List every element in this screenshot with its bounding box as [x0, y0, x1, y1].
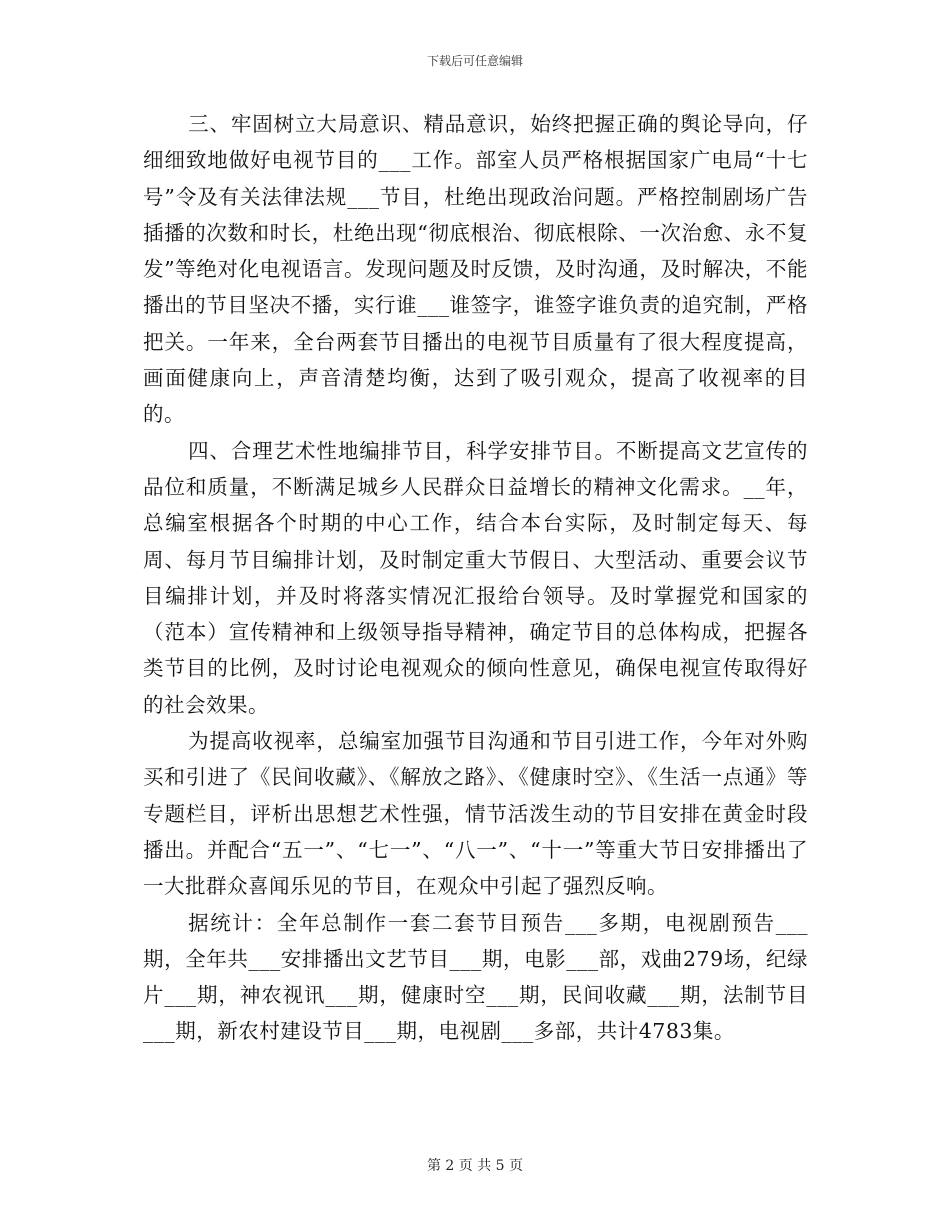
paragraph-statistics: 据统计：全年总制作一套二套节目预告___多期，电视剧预告___期，全年共___安排播出文艺节目___期，电影___部，戏曲279场，纪绿片___期，神农视讯___期，健康时空___期，民间收藏___期，法制节目___期，新农村建设节目___期，电视剧___多部，共计4783集。 [143, 910, 808, 1044]
paragraph-three: 三、牢固树立大局意识、精品意识，始终把握正确的舆论导向，仔细细致地做好电视节目的___工作。部室人员严格根据国家广电局“十七号”令及有关法律法规___节目，杜绝出现政治问题。严格控制剧场广告插播的次数和时长，杜绝出现“彻底根治、彻底根除、一次治愈、永不复发”等绝对化电视语言。发现问题及时反馈，及时沟通，及时解决，不能播出的节目坚决不播，实行谁___谁签字，谁签字谁负责的追究制，严格把关。一年来，全台两套节目播出的电视节目质量有了很大程度提高，画面健康向上，声音清楚均衡，达到了吸引观众，提高了收视率的目的。 [143, 112, 808, 427]
paragraph-four: 四、合理艺术性地编排节目，科学安排节目。不断提高文艺宣传的品位和质量，不断满足城乡人民群众日益增长的精神文化需求。__年，总编室根据各个时期的中心工作，结合本台实际，及时制定每天、每周、每月节目编排计划，及时制定重大节假日、大型活动、重要会议节目编排计划，并及时将落实情况汇报给台领导。及时掌握党和国家的（范本）宣传精神和上级领导指导精神，确定节目的总体构成，把握各类节目的比例，及时讨论电视观众的倾向性意见，确保电视宣传取得好的社会效果。 [143, 438, 808, 717]
document-body [143, 106, 808, 1050]
page-header-note: 下载后可任意编辑 [426, 54, 523, 68]
paragraph-ratings: 为提高收视率，总编室加强节目沟通和节目引进工作，今年对外购买和引进了《民间收藏》、《解放之路》、《健康时空》、《生活一点通》等专题栏目，评析出思想艺术性强，情节活泼生动的节目安排在黄金时段播出。并配合“五一”、“七一”、“八一”、“十一”等重大节日安排播出了一大批群众喜闻乐见的节目，在观众中引起了强烈反响。 [143, 729, 808, 899]
page-number: 第 2 页 共 5 页 [426, 1158, 524, 1174]
